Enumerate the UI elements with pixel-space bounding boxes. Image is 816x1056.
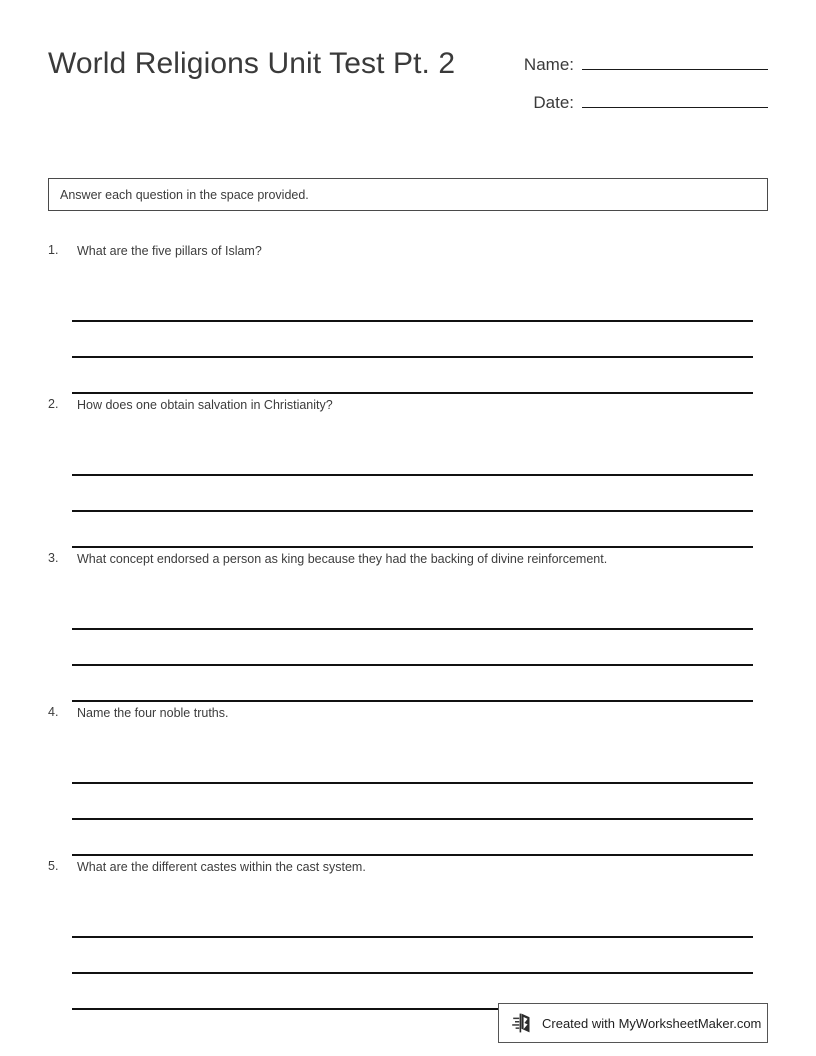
answer-line[interactable] (72, 476, 753, 512)
question-item (0, 243, 816, 397)
question-number: 1. (48, 243, 59, 257)
question-text: How does one obtain salvation in Christianity? (77, 398, 333, 412)
answer-area[interactable] (72, 440, 753, 548)
name-input[interactable] (582, 50, 768, 70)
footer-badge[interactable] (498, 1003, 768, 1043)
answer-line[interactable] (72, 594, 753, 630)
question-heading (48, 551, 768, 567)
instruction-box (48, 178, 768, 211)
question-number: 2. (48, 397, 59, 411)
answer-line[interactable] (72, 748, 753, 784)
answer-area[interactable] (72, 286, 753, 394)
answer-line[interactable] (72, 784, 753, 820)
question-heading (48, 859, 768, 875)
answer-line[interactable] (72, 322, 753, 358)
question-item (0, 397, 816, 551)
question-item (0, 705, 816, 859)
name-label: Name: (523, 55, 574, 74)
question-item (0, 859, 816, 1013)
answer-line[interactable] (72, 440, 753, 476)
question-heading (48, 397, 768, 413)
question-text: What concept endorsed a person as king because they had the backing of divine reinforcement. (77, 552, 608, 566)
question-heading (48, 705, 768, 721)
instruction-text: Answer each question in the space provided. (60, 187, 309, 202)
question-text: What are the different castes within the cast system. (77, 860, 366, 874)
question-number: 4. (48, 705, 59, 719)
question-text: What are the five pillars of Islam? (77, 244, 262, 258)
questions-list (0, 243, 816, 1013)
answer-line[interactable] (72, 666, 753, 702)
question-number: 5. (48, 859, 59, 873)
question-text: Name the four noble truths. (77, 706, 229, 720)
page-title: World Religions Unit Test Pt. 2 (48, 47, 456, 80)
date-row (500, 88, 768, 126)
answer-line[interactable] (72, 820, 753, 856)
name-row (500, 50, 768, 88)
question-item (0, 551, 816, 705)
answer-line[interactable] (72, 286, 753, 322)
answer-line[interactable] (72, 358, 753, 394)
date-input[interactable] (582, 88, 768, 108)
answer-line[interactable] (72, 902, 753, 938)
footer-badge-text: Created with MyWorksheetMaker.com (542, 1015, 762, 1031)
question-number: 3. (48, 551, 59, 565)
answer-area[interactable] (72, 594, 753, 702)
answer-line[interactable] (72, 630, 753, 666)
worksheet-maker-logo-icon (511, 1011, 535, 1035)
worksheet-header (48, 44, 768, 140)
question-heading (48, 243, 768, 259)
name-date-group (500, 50, 768, 126)
date-label: Date: (533, 93, 574, 112)
answer-area[interactable] (72, 748, 753, 856)
answer-line[interactable] (72, 938, 753, 974)
answer-area[interactable] (72, 902, 753, 1010)
answer-line[interactable] (72, 512, 753, 548)
